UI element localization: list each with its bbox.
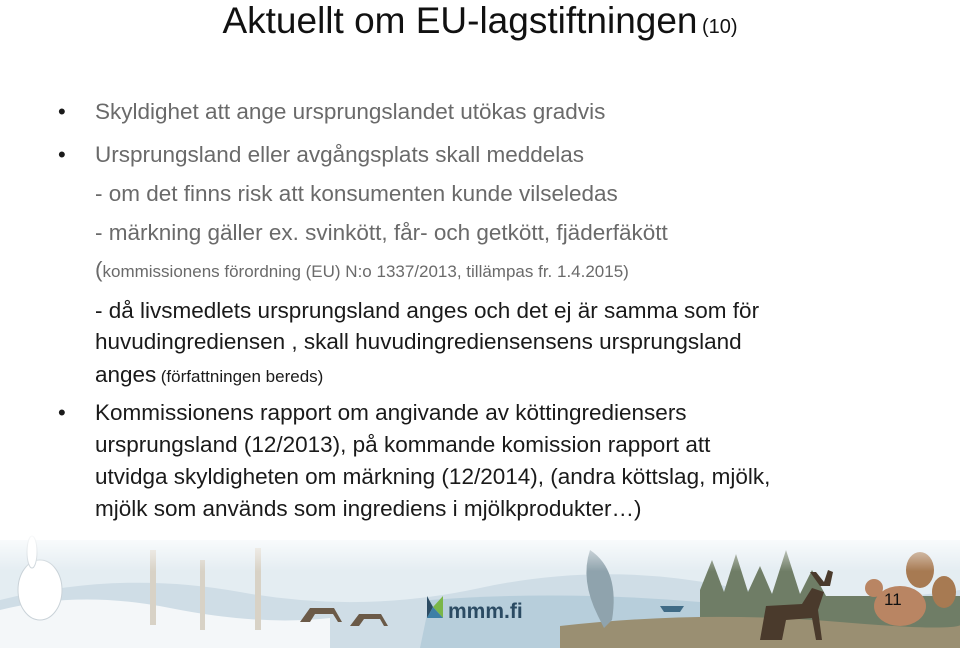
bullet-icon: • — [58, 142, 66, 167]
regulation-note-text: kommissionens förordning (EU) N:o 1337/2013, tillämpas fr. 1.4.2015) — [102, 262, 629, 281]
bullet-text: Skyldighet att ange ursprungslandet utökas gradvis — [95, 99, 606, 124]
bullet-text: utvidga skyldigheten om märkning (12/2014), (andra köttslag, mjölk, — [95, 464, 771, 489]
bullet-icon: • — [58, 400, 66, 425]
sub-item-text: - märkning gäller ex. svinkött, får- och getkött, fjäderfäkött — [95, 220, 668, 245]
footer-illustration — [0, 530, 960, 648]
page-number: 11 — [884, 590, 902, 609]
sub-item-text — [95, 362, 323, 388]
logo-text: mmm.fi — [448, 600, 523, 623]
sub-item-text: huvudingrediensen , skall huvudingrediensensens ursprungsland — [95, 329, 742, 354]
slide-title — [0, 0, 960, 48]
slide-title-number: (10) — [701, 16, 738, 38]
slide-title-text: Aktuellt om EU-lagstiftningen — [222, 0, 698, 41]
regulation-note — [95, 257, 629, 283]
anges-text: anges — [95, 362, 157, 387]
preparation-note: (författningen bereds) — [160, 367, 324, 386]
bullet-text: Kommissionens rapport om angivande av köttingrediensers — [95, 400, 687, 425]
paren-open: ( — [95, 257, 103, 282]
bullet-text: ursprungsland (12/2013), på kommande komission rapport att — [95, 432, 711, 457]
bullet-text: Ursprungsland eller avgångsplats skall meddelas — [95, 142, 585, 167]
bullet-icon: • — [58, 99, 66, 124]
sub-item-text: - om det finns risk att konsumenten kunde vilseledas — [95, 181, 618, 206]
bullet-text: mjölk som används som ingrediens i mjölkprodukter…) — [95, 496, 642, 521]
sub-item-text: - då livsmedlets ursprungsland anges och det ej är samma som för — [95, 298, 760, 323]
